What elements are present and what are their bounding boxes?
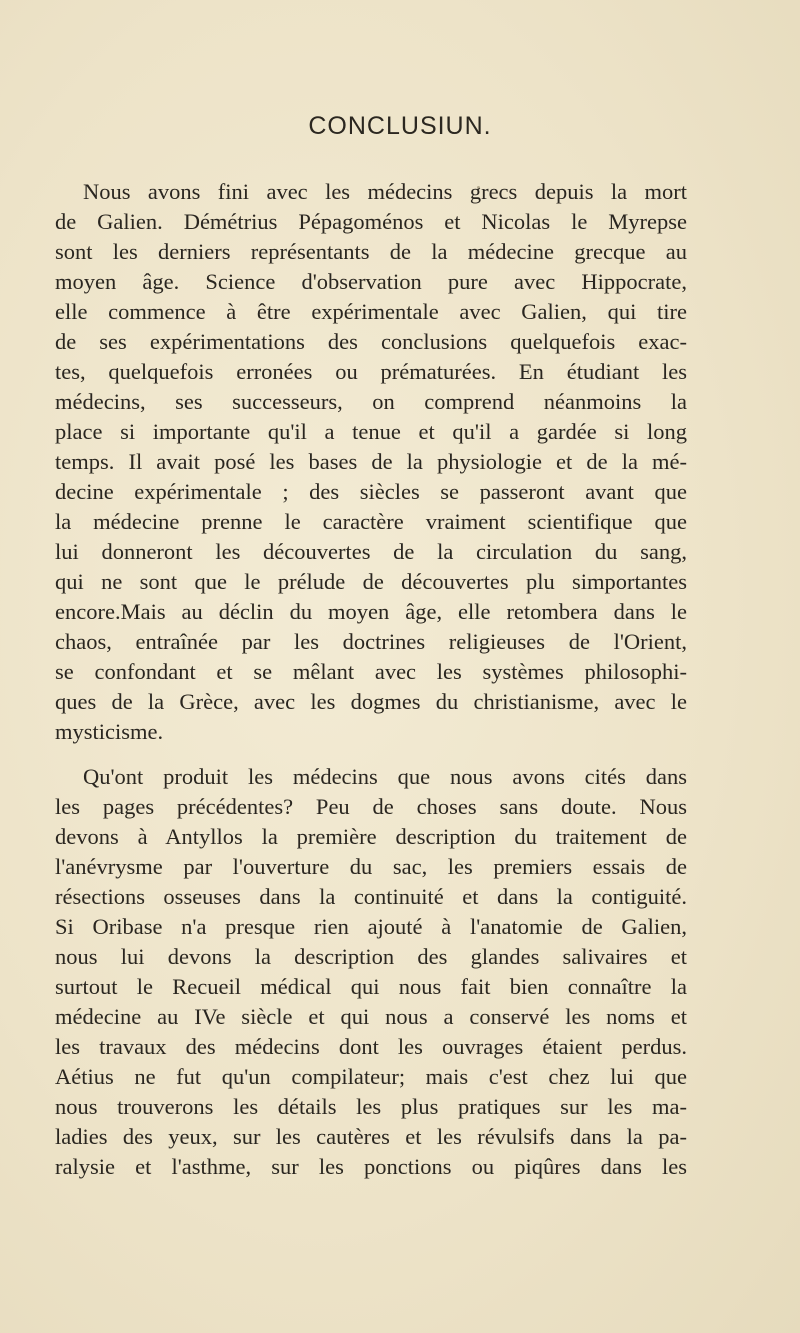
paragraph-2-line: Si Oribase n'a presque rien ajouté à l'anatomie de Galien, bbox=[55, 914, 687, 939]
paragraph-2-line: Qu'ont produit les médecins que nous avons cités dans bbox=[83, 764, 687, 789]
paragraph-1-line: se confondant et se mêlant avec les systèmes philosophi- bbox=[55, 659, 687, 684]
paragraph-1-line: elle commence à être expérimentale avec Galien, qui tire bbox=[55, 299, 687, 324]
paragraph-1-line: de ses expérimentations des conclusions quelquefois exac- bbox=[55, 329, 687, 354]
paragraph-2-line: nous trouverons les détails les plus pratiques sur les ma- bbox=[55, 1094, 687, 1119]
paragraph-1-line: de Galien. Démétrius Pépagoménos et Nicolas le Myrepse bbox=[55, 209, 687, 234]
paragraph-1-line: moyen âge. Science d'observation pure avec Hippocrate, bbox=[55, 269, 687, 294]
paragraph-1-line: qui ne sont que le prélude de découvertes plu simportantes bbox=[55, 569, 687, 594]
paragraph-2-line: nous lui devons la description des glandes salivaires et bbox=[55, 944, 687, 969]
paragraph-1-line: médecins, ses successeurs, on comprend néanmoins la bbox=[55, 389, 687, 414]
paragraph-2-line: ralysie et l'asthme, sur les ponctions ou piqûres dans les bbox=[55, 1154, 687, 1179]
paragraph-2-line: médecine au IVe siècle et qui nous a conservé les noms et bbox=[55, 1004, 687, 1029]
paragraph-2-line: les pages précédentes? Peu de choses sans doute. Nous bbox=[55, 794, 687, 819]
paragraph-1-line: temps. Il avait posé les bases de la physiologie et de la mé- bbox=[55, 449, 687, 474]
paragraph-1-line: lui donneront les découvertes de la circulation du sang, bbox=[55, 539, 687, 564]
chapter-heading: CONCLUSIUN. bbox=[308, 112, 492, 140]
paragraph-2-line: Aétius ne fut qu'un compilateur; mais c'est chez lui que bbox=[55, 1064, 687, 1089]
paragraph-1-line: ques de la Grèce, avec les dogmes du christianisme, avec le bbox=[55, 689, 687, 714]
paragraph-1-line: mysticisme. bbox=[55, 719, 164, 744]
paragraph-1-line: decine expérimentale ; des siècles se passeront avant que bbox=[55, 479, 687, 504]
paragraph-2-line: devons à Antyllos la première description du traitement de bbox=[55, 824, 687, 849]
paragraph-2-line: les travaux des médecins dont les ouvrages étaient perdus. bbox=[55, 1034, 687, 1059]
paragraph-1-line: place si importante qu'il a tenue et qu'il a gardée si long bbox=[55, 419, 687, 444]
paragraph-1-line: tes, quelquefois erronées ou prématurées. En étudiant les bbox=[55, 359, 687, 384]
paragraph-2-line: l'anévrysme par l'ouverture du sac, les premiers essais de bbox=[55, 854, 687, 879]
paragraph-2-line: résections osseuses dans la continuité et dans la contiguité. bbox=[55, 884, 687, 909]
paragraph-1-line: Nous avons fini avec les médecins grecs depuis la mort bbox=[83, 179, 687, 204]
paragraph-2-line: ladies des yeux, sur les cautères et les révulsifs dans la pa- bbox=[55, 1124, 687, 1149]
paragraph-1-line: sont les derniers représentants de la médecine grecque au bbox=[55, 239, 687, 264]
paragraph-1-line: la médecine prenne le caractère vraiment scientifique que bbox=[55, 509, 687, 534]
paragraph-1-line: chaos, entraînée par les doctrines religieuses de l'Orient, bbox=[55, 629, 687, 654]
paragraph-1-line: encore.Mais au déclin du moyen âge, elle retombera dans le bbox=[55, 599, 687, 624]
paragraph-2-line: surtout le Recueil médical qui nous fait bien connaître la bbox=[55, 974, 687, 999]
